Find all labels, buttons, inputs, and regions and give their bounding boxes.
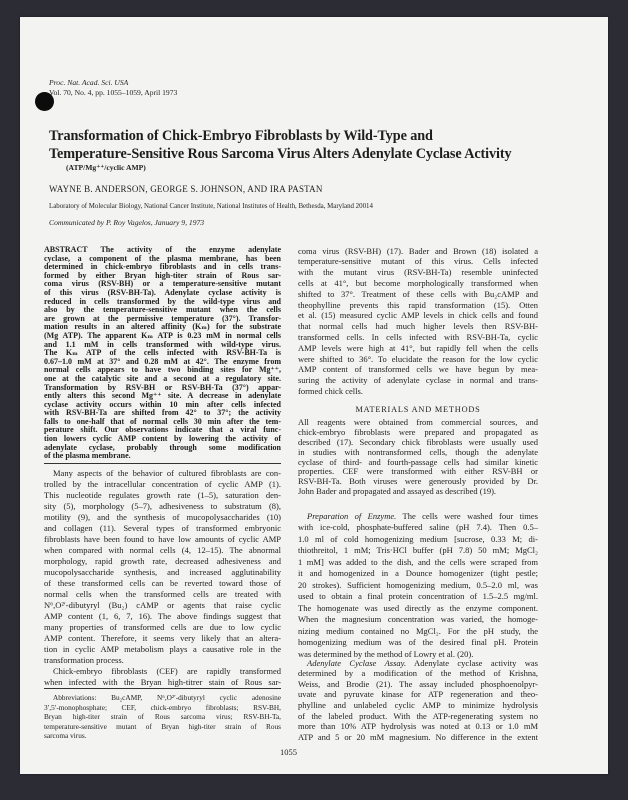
text-line: Adenylate Cyclase Assay. Adenylate cyclase activity was <box>307 657 538 668</box>
article-title-line-2: Temperature-Sensitive Rous Sarcoma Virus Alters Adenylate Cyclase Activity <box>49 146 512 162</box>
text-line: 20 strokes). Sufficient homogenizing medium, 0.5–2.0 ml, was <box>298 579 538 590</box>
text-line: when compared with normal cells (4, 12–15). The abnormal <box>44 544 281 555</box>
abstract-divider <box>44 463 281 464</box>
text-line: RSV-BH-Ta. Both viruses were generously provided by Dr. <box>298 476 538 487</box>
text-line: coma virus (RSV-BH) or a temperature-sensitive mutant <box>44 279 281 289</box>
text-line: Preparation of Enzyme. The cells were washed four times <box>307 510 538 521</box>
affiliation: Laboratory of Molecular Biology, National Cancer Institute, National Institutes of Health, Bethesda, Maryland 20014 <box>49 203 373 210</box>
text-line: was determined by the method of Lowry et al. (20). <box>298 648 474 659</box>
text-line: it and homogenized in a Dounce homogenizer (tight pestle; <box>298 568 538 578</box>
journal-name: Proc. Nat. Acad. Sci. USA <box>49 78 129 87</box>
text-line: trolled by the intracellular concentration of cyclic AMP (1). <box>44 478 281 489</box>
text-line: When the magnesium concentration was varied, the homoge- <box>298 614 538 624</box>
text-line: of these transformed cells can be reverted toward those of <box>44 577 281 588</box>
intro-paragraph-2 <box>44 666 281 688</box>
text-line: of the plasma membrane. <box>44 451 131 461</box>
text-line: Abbreviations: Bu₂cAMP, N⁶,O²′-dibutyryl cyclic adenosine <box>53 693 281 702</box>
text-line: AMP levels were high at 41°, but rapidly fell when the cells <box>298 342 538 353</box>
text-line: shifted to 37°. Treatment of these cells with Bu₂cAMP and <box>298 288 538 299</box>
text-line: uvate and pyruvate kinase for ATP regeneration and theo- <box>298 689 538 700</box>
text-line: morphology, rapid growth rate, decreased adhesiveness and <box>44 555 281 566</box>
text-line: The homogenate was used directly as the enzyme component. <box>298 602 538 613</box>
text-line: many properties of transformed cells are due to low cyclic <box>44 622 281 633</box>
text-line: with the mutant virus (RSV-BH-Ta) resemble uninfected <box>298 267 538 278</box>
keywords: (ATP/Mg⁺⁺/cyclic AMP) <box>66 163 146 172</box>
text-line: more than 10% ATP hydrolysis was noted at 0.13 or 1.0 mM <box>298 721 538 732</box>
intro-continued <box>298 246 538 397</box>
text-line: are grown at the permissive temperature (37°). Transfor- <box>44 313 281 323</box>
text-line: ATP and 5 or 20 mM magnesium. No difference in the extent <box>298 731 538 742</box>
text-line: reduced in cells transformed by the wild-type virus and <box>44 296 281 306</box>
text-line: 0.67–1.0 mM at 37° and 0.28 mM at 42°. The enzyme from <box>44 356 281 366</box>
text-line: ently alters this second Mg⁺⁺ site. A decrease in adenylate <box>44 391 281 401</box>
text-line: normal cells when the transformed cells are treated with <box>44 589 281 600</box>
text-line: 1.0 ml of cold homogenizing medium [sucrose, 0.33 M; di- <box>298 533 538 544</box>
text-line: nizing medium contained no MgCl₂. For the pH study, the <box>298 625 538 636</box>
text-line: temperature-sensitive mutant of this virus. Cells infected <box>298 256 538 267</box>
text-line: theophylline prevents this rapid transformation (15). Otten <box>298 299 538 310</box>
text-line: falls to one-half that of normal cells 30 min after the tem- <box>44 416 281 426</box>
communicated-by: Communicated by P. Roy Vagelos, January 9, 1973 <box>49 218 205 227</box>
text-line: Many aspects of the behavior of cultured fibroblasts are con- <box>53 467 281 478</box>
text-line: Transformation by RSV-BH or RSV-BH-Ta (37°) appar- <box>44 382 281 392</box>
text-line: All reagents were obtained from commercial sources, and <box>298 417 538 427</box>
text-line: suring the activity of adenylate cyclase in normal and trans- <box>298 375 538 386</box>
text-line: Bryan high-titer strain of Rous sarcoma virus; RSV-BH-Ta, <box>44 712 281 721</box>
text-line: 3′,5′-monophosphate; CEF, chick-embryo fibroblasts; RSV-BH, <box>44 702 281 712</box>
text-line: and 1.1 mM in cells transformed with wild-type virus. <box>44 339 281 349</box>
text-line: phylline and unlabeled cyclic AMP to minimize hydrolysis <box>298 700 538 711</box>
text-line: (Mg ATP). The apparent Kₘ ATP is 0.23 mM in normal cells <box>44 330 281 340</box>
text-line: when infected with the Bryan high-titrer stain of Rous sar- <box>44 677 281 688</box>
text-line: cyclase, a component of the plasma membrane, has been <box>44 253 281 263</box>
text-line: mation results in an altered affinity (Kₘ) for the substrate <box>44 322 281 332</box>
text-line: were shifted to 36°. To elucidate the reason for the low cyclic <box>298 353 538 364</box>
text-line: in studies with nontransformed cells, though the adenylate <box>298 446 538 457</box>
text-line: that normal cells had much higher levels then RSV-BH- <box>298 321 538 332</box>
text-line: coma virus (RSV-BH) (17). Bader and Brown (18) isolated a <box>298 245 538 256</box>
text-line: with ice-cold, phosphate-buffered saline (pH 7.4). Then 0.5– <box>298 522 538 532</box>
text-line: sarcoma virus. <box>44 731 87 740</box>
text-line: tion in cyclic AMP metabolism plays a causative role in the <box>44 644 281 655</box>
adenylate-cyclase-assay-paragraph <box>298 658 538 743</box>
text-line: and collagen (11). Several types of transformed embryonic <box>44 522 281 533</box>
preparation-of-enzyme-paragraph <box>298 511 538 661</box>
abbreviations-footnote <box>44 693 281 741</box>
text-line: transformation process. <box>44 655 124 666</box>
text-line: motility (9), and the synthesis of mucopolysaccharides (10) <box>44 511 281 522</box>
text-line: temperature-sensitive mutant of Bryan high-titer strain of Rous <box>44 721 281 731</box>
text-line: 1 mM] was added to the dish, and the cells were scraped from <box>298 556 538 567</box>
text-line: Chick-embryo fibroblasts (CEF) are rapidly transformed <box>53 666 281 677</box>
text-line: also by the temperature-sensitive mutant when the cells <box>44 305 281 315</box>
text-line: The Kₘ ATP of the cells infected with RSV-BH-Ta is <box>44 348 281 358</box>
text-line: adenylate cyclase, probably through some modification <box>44 442 281 452</box>
footnote-divider <box>44 688 281 689</box>
text-line: tion lowers cyclic AMP content by lowering the activity of <box>44 434 281 444</box>
text-line: chick-embryo fibroblasts were prepared and propagated as <box>298 426 538 437</box>
text-line: transformed cells. In cells infected with RSV-BH-Ta, cyclic <box>298 331 538 342</box>
text-line: one at the catalytic site and a second at a regulatory site. <box>44 373 281 383</box>
text-line: determined by a modification of the method of Krishna, <box>298 668 538 679</box>
section-heading-materials-methods: MATERIALS AND METHODS <box>355 405 481 414</box>
abstract <box>44 246 281 461</box>
intro-paragraph-1 <box>44 468 281 667</box>
authors: WAYNE B. ANDERSON, GEORGE S. JOHNSON, AND IRA PASTAN <box>49 184 323 194</box>
text-line: thiothreitol, 1 mM; Tris·HCl buffer (pH 7.8) 50 mM; MgCl₂ <box>298 545 538 555</box>
article-title-line-1: Transformation of Chick-Embryo Fibroblasts by Wild-Type and <box>49 128 433 144</box>
text-line: of this virus (RSV-BH-Ta). Adenylate cyclase activity is <box>44 287 281 297</box>
text-line: Weiss, and Brodie (21). The assay included phosphoenolpyr- <box>298 678 538 689</box>
text-line: of the labeled product. With the ATP-regenerating system no <box>298 710 538 721</box>
text-line: cyclase activity occurs within 10 min after cells infected <box>44 399 281 409</box>
text-line: This nucleotide regulates growth rate (1–5), saturation den- <box>44 489 281 500</box>
text-line: cyclase of third- and fourth-passage cells had similar kinetic <box>298 456 538 467</box>
text-line: with RSV-BH-Ta are shifted from 42° to 37°; the activity <box>44 408 281 418</box>
text-line: AMP content of transformed cells we have begun by mea- <box>298 364 538 375</box>
text-line: et al. (15) measured cyclic AMP levels in chick cells and found <box>298 310 538 321</box>
page-number: 1055 <box>280 747 297 757</box>
text-line: AMP content. Therefore, it seems very likely that an altera- <box>44 633 281 644</box>
text-line: John Bader and propagated and assayed as described (19). <box>298 486 497 497</box>
text-line: perature shift. Our observations indicate that a viral func- <box>44 425 281 435</box>
text-line: N⁶,O²′-dibutyryl (Bu₂) cAMP or agents that raise cyclic <box>44 600 281 611</box>
journal-volume: Vol. 70, No. 4, pp. 1055–1059, April 1973 <box>49 88 178 97</box>
text-line: used to obtain a final protein concentration of 1.5–2.5 mg/ml. <box>298 591 538 601</box>
text-line: mucopolysaccharide synthesis, and increased agglutinability <box>44 566 281 577</box>
text-line: described (17). Secondary chick fibroblasts were usually used <box>298 436 538 447</box>
reagents-paragraph <box>298 418 538 497</box>
text-line: sity (5), morphology (5–7), adhesiveness to substratum (8), <box>44 500 281 511</box>
text-line: ABSTRACT The activity of the enzyme adenylate <box>44 245 281 254</box>
text-line: fibroblasts have been found to have low amounts of cyclic AMP <box>44 533 281 544</box>
text-line: formed by either Bryan high-titer strain of Rous sar- <box>44 270 281 280</box>
text-line: cells at 41°, but become morphologically transformed when <box>298 277 538 288</box>
text-line: formed chick cells. <box>298 385 363 396</box>
text-line: AMP content (1, 6, 7, 16). The above findings suggest that <box>44 611 281 622</box>
text-line: homogenizing medium was of the desired final pH. Protein <box>298 637 538 647</box>
text-line: determined in chick-embryo fibroblasts and in cells trans- <box>44 262 281 272</box>
text-line: normal cells appears to have two binding sites for Mg⁺⁺, <box>44 365 281 375</box>
text-line: properties. CEF were transformed with either RSV-BH or <box>298 466 538 477</box>
